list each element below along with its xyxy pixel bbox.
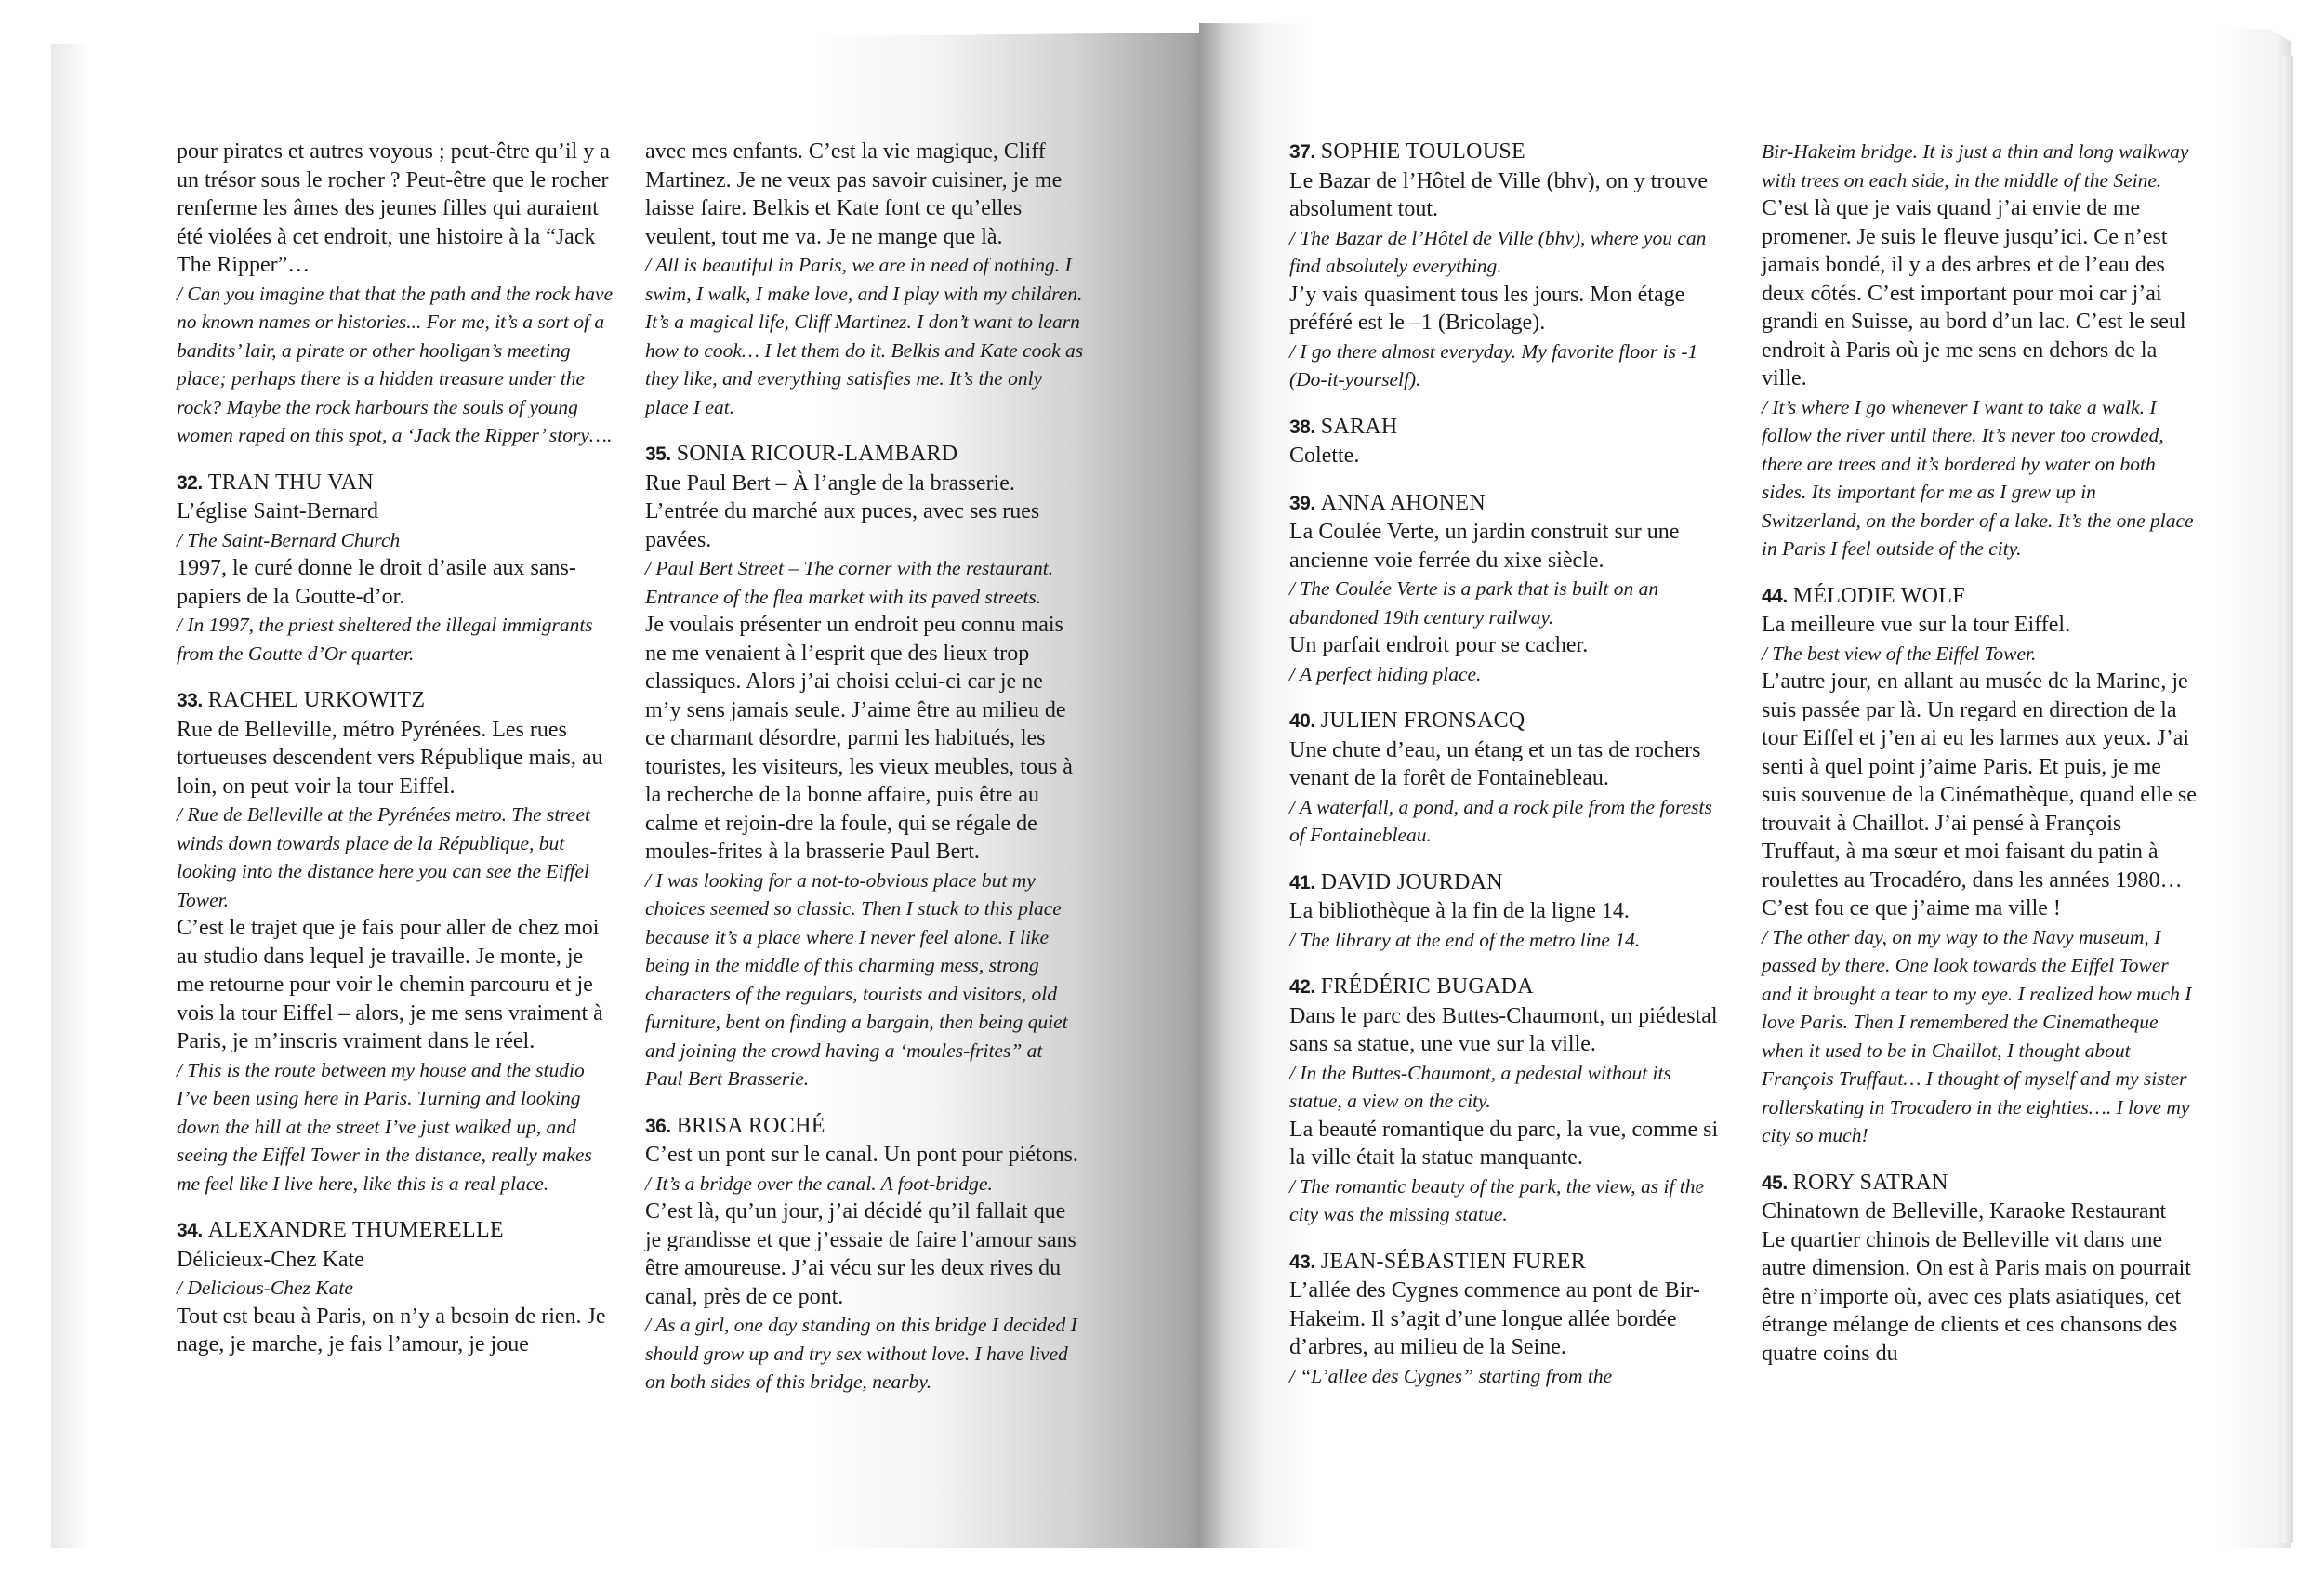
english-text: / The Bazar de l’Hôtel de Ville (bhv), where you can find absolutely everything. — [1289, 226, 1707, 277]
entry-heading — [177, 1216, 615, 1246]
entry — [1289, 138, 1728, 394]
entry — [1289, 489, 1728, 689]
entry-name: RORY SATRAN — [1792, 1170, 1948, 1195]
entry-heading — [645, 1112, 1084, 1142]
english-text: / The library at the end of the metro line 14. — [1289, 928, 1641, 951]
english-text: / The Coulée Verte is a park that is built on an abandoned 19th century railway. — [1289, 577, 1659, 629]
english-text: / The other day, on my way to the Navy museum, I passed by there. One look towards the Eiffel Tower and it brought a tear to my eye. I realized how much I love Paris. Then I remembered the Cinematheque when it used to be in Chaillot, I thought about François Truffaut… I thought of myself and my sister rollerskating in Trocadero in the eighties…. I love my city so much! — [1762, 925, 2192, 1146]
entry-heading — [1289, 707, 1728, 736]
entry — [1289, 413, 1728, 470]
english-text: / Can you imagine that that the path and the rock have no known names or histories... For me, it’s a sort of a bandits’ lair, a pirate or other hooligan’s meeting place; perhaps there is a hidden treasure under the rock? Maybe the rock harbours the souls of young women raped on this spot, a ‘Jack the Ripper’ story…. — [177, 282, 614, 446]
english-text: Bir-Hakeim bridge. It is just a thin and long walkway with trees on each side, in the middle of the Seine. — [1762, 140, 2189, 192]
entry-number: 35. — [645, 443, 671, 465]
entry-heading — [177, 686, 615, 716]
entry — [1762, 1169, 2200, 1369]
french-text: Dans le parc des Buttes-Chaumont, un piédestal sans sa statue, une vue sur la ville. — [1289, 1003, 1718, 1056]
french-text: Délicieux-Chez Kate — [177, 1247, 364, 1272]
entry — [1289, 973, 1728, 1229]
entry — [177, 686, 615, 1198]
french-text: C’est là, qu’un jour, j’ai décidé qu’il fallait que je grandisse et que j’essaie de faire l’amour sans être amoureuse. J’ai vécu sur les deux rives du canal, près de ce pont. — [645, 1199, 1076, 1309]
french-text: pour pirates et autres voyous ; peut-être qu’il y a un trésor sous le rocher ? Peut-être que le rocher renferme les âmes des jeunes filles qui auraient été violées à cet endroit, une histoire à la “Jack The Ripper”… — [177, 139, 610, 277]
french-text: Le Bazar de l’Hôtel de Ville (bhv), on y trouve absolument tout. — [1289, 168, 1708, 221]
french-text: C’est là que je vais quand j’ai envie de me promener. Je suis le fleuve jusqu’ici. Ce n’est jamais bondé, il y a des arbres et de l’eau des deux côtés. C’est important pour moi car j’ai grandi en Suisse, au bord d’un lac. C’est le seul endroit à Paris où je me sens en dehors de la ville. — [1762, 196, 2186, 390]
entry-name: DAVID JOURDAN — [1320, 869, 1503, 894]
entry-name: BRISA ROCHÉ — [676, 1113, 825, 1138]
french-text: L’autre jour, en allant au musée de la Marine, je suis passée par là. Un regard en direction de la tour Eiffel et j’en ai eu les larmes aux yeux. J’ai senti à quel point j’aime Paris. Et puis, je me suis souvenue de la Cinémathèque, quand elle se trouvait à Chaillot. J’ai pensé à François Truffaut, à ma sœur et moi faisant du patin à roulettes au Trocadéro, dans les années 1980… C’est fou ce que j’aime ma ville ! — [1762, 669, 2197, 920]
entry-number: 34. — [177, 1220, 203, 1241]
entry-heading — [1762, 582, 2200, 612]
entry-number: 42. — [1289, 976, 1315, 998]
english-text: / It’s a bridge over the canal. A foot-bridge. — [645, 1171, 993, 1195]
entry-name: JEAN-SÉBASTIEN FURER — [1320, 1249, 1587, 1274]
entry-heading — [645, 440, 1084, 470]
entry-number: 37. — [1289, 141, 1315, 163]
french-text: La beauté romantique du parc, la vue, comme si la ville était la statue manquante. — [1289, 1117, 1719, 1170]
column-2 — [645, 138, 1084, 1415]
entry-number: 45. — [1762, 1171, 1788, 1194]
entry — [1289, 1248, 1728, 1391]
french-text: Une chute d’eau, un étang et un tas de rochers venant de la forêt de Fontainebleau. — [1289, 737, 1701, 790]
entry — [645, 1112, 1084, 1396]
entry — [645, 440, 1084, 1093]
entry-name: JULIEN FRONSACQ — [1320, 708, 1525, 733]
entry-name: MÉLODIE WOLF — [1792, 583, 1965, 608]
english-text: / “L’allee des Cygnes” starting from the — [1289, 1364, 1613, 1387]
english-text: / I was looking for a not-to-obvious place but my choices seemed so classic. Then I stuck to this place because it’s a place where I never feel alone. I like being in the middle of this charming mess, strong characters of the regulars, tourists and visitors, old furniture, bent on finding a bargain, then being quiet and joining the crowd having a ‘moules-frites” at Paul Bert Brasserie. — [645, 868, 1068, 1090]
french-text: La Coulée Verte, un jardin construit sur une ancienne voie ferrée du xixe siècle. — [1289, 520, 1680, 573]
french-text: Le quartier chinois de Belleville vit dans une autre dimension. On est à Paris mais on pourrait être n’importe où, avec ces plats asiatiques, cet étrange mélange de clients et ces chansons des quatre coins du — [1762, 1227, 2191, 1366]
entry-heading — [1289, 973, 1728, 1002]
french-text: Je voulais présenter un endroit peu connu mais ne me venaient à l’esprit que des lieux trop classiques. Alors j’ai choisi celui-ci car je ne m’y sens jamais seule. J’aime être au milieu de ce charmant désordre, parmi les habitués, les touristes, les visiteurs, les vieux meubles, tous à la recherche de la bonne affaire, puis être au calme et rejoin-dre la foule, qui se régale de moules-frites à la brasserie Paul Bert. — [645, 613, 1073, 864]
french-text: J’y vais quasiment tous les jours. Mon étage préféré est le –1 (Bricolage). — [1289, 282, 1685, 335]
french-text: C’est un pont sur le canal. Un pont pour piétons. — [645, 1143, 1078, 1167]
column-4 — [1762, 138, 2200, 1386]
french-text: L’église Saint-Bernard — [177, 499, 379, 523]
english-text: / A perfect hiding place. — [1289, 662, 1482, 685]
entry-number: 33. — [177, 690, 203, 711]
entry-continued — [1762, 138, 2200, 563]
entry-name: FRÉDÉRIC BUGADA — [1320, 974, 1534, 999]
english-text: / Delicious-Chez Kate — [177, 1277, 353, 1299]
entry-heading — [177, 469, 615, 498]
french-text: Colette. — [1289, 443, 1360, 468]
entry-heading — [1762, 1169, 2200, 1198]
english-text: / In 1997, the priest sheltered the illegal immigrants from the Goutte d’Or quarter. — [177, 614, 593, 665]
french-text: Rue de Belleville, métro Pyrénées. Les rues tortueuses descendent vers République mais, au loin, on peut voir la tour Eiffel. — [177, 717, 603, 799]
entry — [177, 1216, 615, 1359]
entry-number: 43. — [1289, 1251, 1315, 1273]
entry-continued — [177, 138, 615, 450]
english-text: / Rue de Belleville at the Pyrénées metro. The street winds down towards place de la République, but looking into the distance here you can see the Eiffel Tower. — [177, 803, 590, 911]
column-3 — [1289, 138, 1728, 1409]
english-text: / A waterfall, a pond, and a rock pile from the forests of Fontainebleau. — [1289, 795, 1712, 846]
entry-name: TRAN THU VAN — [207, 470, 374, 495]
entry-number: 44. — [1762, 585, 1788, 607]
english-text: / As a girl, one day standing on this bridge I decided I should grow up and try sex without love. I have lived on both sides of this bridge, nearby. — [645, 1314, 1077, 1393]
english-text: / The romantic beauty of the park, the view, as if the city was the missing statue. — [1289, 1174, 1705, 1225]
french-text: 1997, le curé donne le droit d’asile aux sans-papiers de la Goutte-d’or. — [177, 556, 576, 609]
english-text: / All is beautiful in Paris, we are in need of nothing. I swim, I walk, I make love, and I play with my children. It’s a magical life, Cliff Martinez. I don’t want to learn how to cook… I let them do it. Belkis and Kate cook as they like, and everything satisfies me. It’s the only place I eat. — [645, 254, 1084, 418]
entry-number: 39. — [1289, 492, 1315, 514]
entry-heading — [1289, 413, 1728, 443]
entry-name: SONIA RICOUR-LAMBARD — [676, 442, 958, 466]
french-text: Un parfait endroit pour se cacher. — [1289, 633, 1589, 657]
english-text: / The Saint-Bernard Church — [177, 528, 401, 551]
entry-name: ANNA AHONEN — [1320, 490, 1486, 515]
entry-number: 41. — [1289, 871, 1315, 893]
english-text: / It’s where I go whenever I want to take a walk. I follow the river until there. It’s never too crowded, there are trees and it’s bordered by water on both sides. Its important for me as I grew up in Switzerland, on the border of a lake. It’s the one place in Paris I feel outside of the city. — [1762, 395, 2194, 560]
entry-number: 38. — [1289, 416, 1315, 438]
english-text: / This is the route between my house and the studio I’ve been using here in Paris. Turning and looking down the hill at the street I’ve just walked up, and seeing the Eiffel Tower in the distance, really makes me feel like I live here, like this is a real place. — [177, 1058, 592, 1195]
french-text: La bibliothèque à la fin de la ligne 14. — [1289, 899, 1630, 923]
french-text: C’est le trajet que je fais pour aller de chez moi au studio dans lequel je travaille. Je monte, je me retourne pour voir le chemin parcouru et je vois la tour Eiffel – alors, je me sens vraiment à Paris, je m’inscris vraiment dans le réel. — [177, 916, 603, 1053]
entry-number: 40. — [1289, 710, 1315, 732]
entry — [177, 469, 615, 668]
entry-heading — [1289, 489, 1728, 519]
french-text: Tout est beau à Paris, on n’y a besoin de rien. Je nage, je marche, je fais l’amour, je joue — [177, 1304, 606, 1357]
entry-continued — [645, 138, 1084, 421]
entry-name: RACHEL URKOWITZ — [207, 688, 426, 712]
french-text: Rue Paul Bert – À l’angle de la brasserie. L’entrée du marché aux puces, avec ses rues pavées. — [645, 470, 1040, 552]
english-text: / Paul Bert Street – The corner with the restaurant. Entrance of the flea market with its paved streets. — [645, 557, 1054, 608]
column-1 — [177, 138, 615, 1378]
french-text: avec mes enfants. C’est la vie magique, Cliff Martinez. Je ne veux pas savoir cuisiner, je me laisse faire. Belkis et Kate font ce qu’elles veulent, tout me va. Je ne mange que là. — [645, 139, 1063, 249]
english-text: / I go there almost everyday. My favorite floor is -1 (Do-it-yourself). — [1289, 339, 1698, 390]
entry — [1762, 582, 2200, 1150]
entry-name: SOPHIE TOULOUSE — [1320, 139, 1526, 164]
french-text: Chinatown de Belleville, Karaoke Restaurant — [1762, 1199, 2167, 1224]
entry-number: 36. — [645, 1115, 671, 1137]
entry-heading — [1289, 138, 1728, 167]
entry — [1289, 868, 1728, 955]
english-text: / The best view of the Eiffel Tower. — [1762, 642, 2037, 665]
entry-name: ALEXANDRE THUMERELLE — [207, 1218, 504, 1242]
entry-number: 32. — [177, 471, 203, 494]
entry-heading — [1289, 1248, 1728, 1277]
english-text: / In the Buttes-Chaumont, a pedestal without its statue, a view on the city. — [1289, 1061, 1671, 1112]
french-text: La meilleure vue sur la tour Eiffel. — [1762, 613, 2071, 637]
entry-name: SARAH — [1320, 414, 1398, 439]
entry-heading — [1289, 868, 1728, 898]
entry — [1289, 707, 1728, 850]
page-edge — [2282, 56, 2293, 1543]
french-text: L’allée des Cygnes commence au pont de Bir-Hakeim. Il s’agit d’une longue allée bordée d’arbres, au milieu de la Seine. — [1289, 1278, 1700, 1359]
